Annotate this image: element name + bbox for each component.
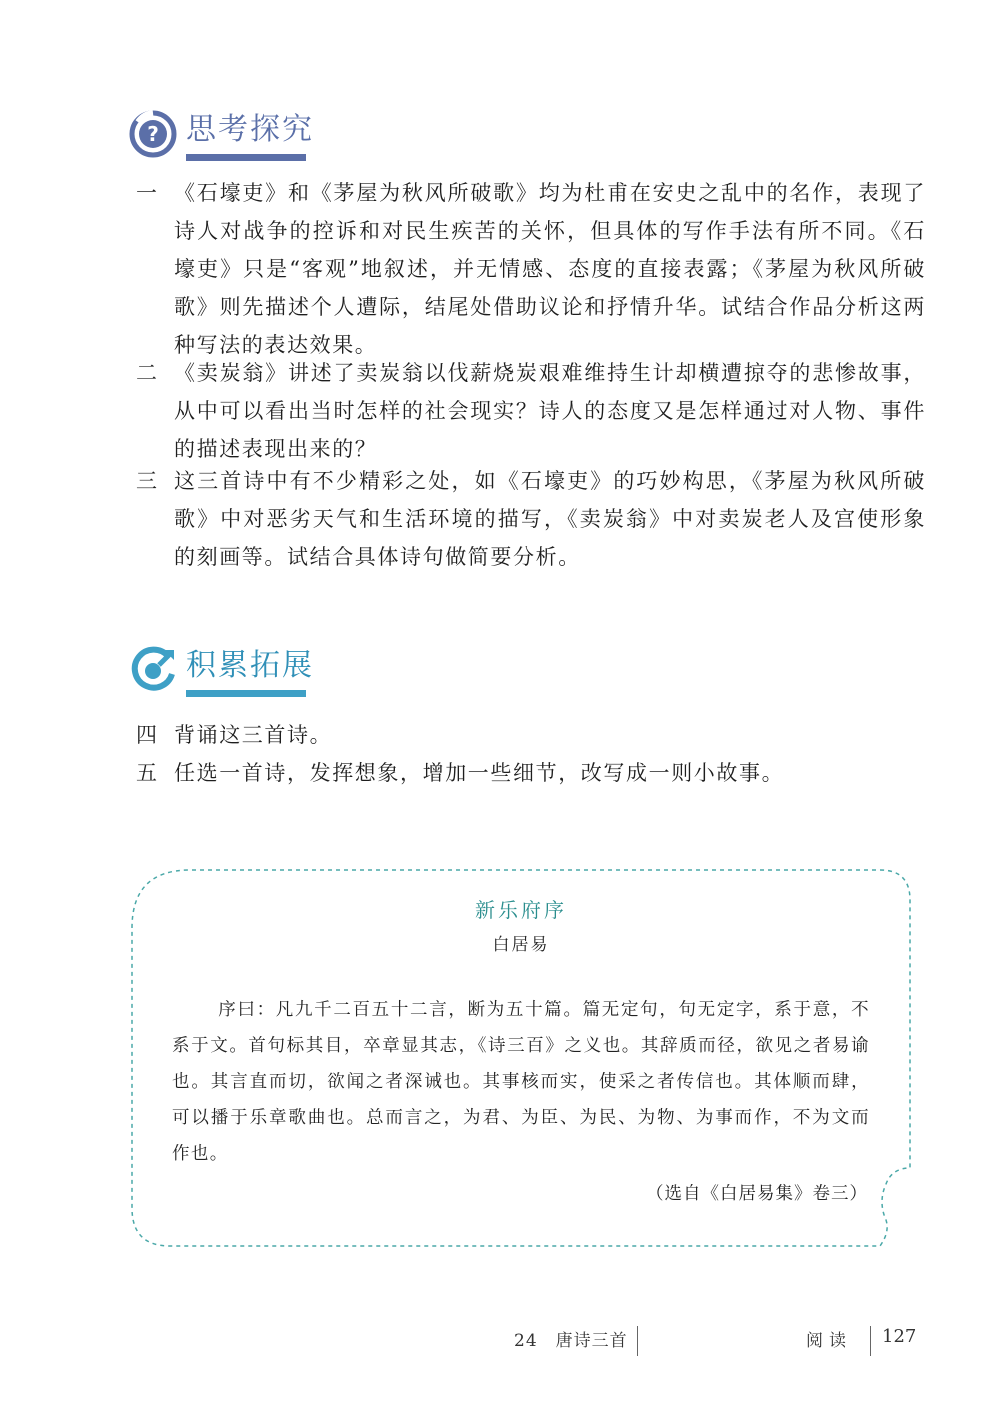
reading-source: （选自《白居易集》卷三） [646, 1184, 868, 1204]
question-item [136, 354, 926, 468]
footer-chapter: 24 唐诗三首 [514, 1331, 628, 1351]
question-text: 背诵这三首诗。 [174, 723, 333, 747]
title-underline [186, 154, 306, 161]
title-underline [186, 690, 306, 697]
circular-arrow-icon [128, 644, 178, 694]
question-text: 任选一首诗，发挥想象，增加一些细节，改写成一则小故事。 [174, 761, 785, 785]
reading-title: 新乐府序 [475, 898, 567, 922]
question-circle-icon [128, 108, 178, 158]
question-text: 《卖炭翁》讲述了卖炭翁以伐薪烧炭艰难维持生计却横遭掠夺的悲惨故事，从中可以看出当时怎样的社会现实？诗人的态度又是怎样通过对人物、事件的描述表现出来的？ [174, 361, 926, 461]
question-item [136, 174, 926, 364]
footer-section: 阅读 [806, 1331, 852, 1351]
reading-body: 序曰：凡九千二百五十二言，断为五十篇。篇无定句，句无定字，系于意，不系于文。首句标其目，卒章显其志，《诗三百》之义也。其辞质而径，欲见之者易谕也。其言直而切，欲闻之者深诫也。其事核而实，使采之者传信也。其体顺而肆，可以播于乐章歌曲也。总而言之，为君、为臣、为民、为物、为事而作，不为文而作也。 [172, 1000, 870, 1164]
reading-box [130, 868, 912, 1248]
reading-body-wrap [172, 992, 870, 1172]
question-item [136, 754, 926, 792]
question-number: 四 [136, 723, 159, 747]
question-number: 二 [136, 361, 159, 385]
section-title: 积累拓展 [186, 648, 314, 683]
question-item [136, 462, 926, 576]
reading-author: 白居易 [492, 935, 550, 955]
footer-divider [870, 1326, 871, 1356]
section-header-think [128, 108, 314, 161]
question-text: 这三首诗中有不少精彩之处，如《石壕吏》的巧妙构思，《茅屋为秋风所破歌》中对恶劣天气和生活环境的描写，《卖炭翁》中对卖炭老人及宫使形象的刻画等。试结合具体诗句做简要分析。 [174, 469, 926, 569]
section-header-extend [128, 644, 314, 697]
question-number: 一 [136, 181, 159, 205]
question-number: 五 [136, 761, 159, 785]
question-number: 三 [136, 469, 159, 493]
section-title: 思考探究 [186, 112, 314, 147]
question-item [136, 716, 926, 754]
svg-text:?: ? [147, 122, 159, 146]
footer-divider [637, 1326, 638, 1356]
page-number: 127 [882, 1326, 917, 1347]
question-text: 《石壕吏》和《茅屋为秋风所破歌》均为杜甫在安史之乱中的名作，表现了诗人对战争的控诉和对民生疾苦的关怀，但具体的写作手法有所不同。《石壕吏》只是“客观”地叙述，并无情感、态度的直接表露；《茅屋为秋风所破歌》则先描述个人遭际，结尾处借助议论和抒情升华。试结合作品分析这两种写法的表达效果。 [174, 181, 926, 357]
